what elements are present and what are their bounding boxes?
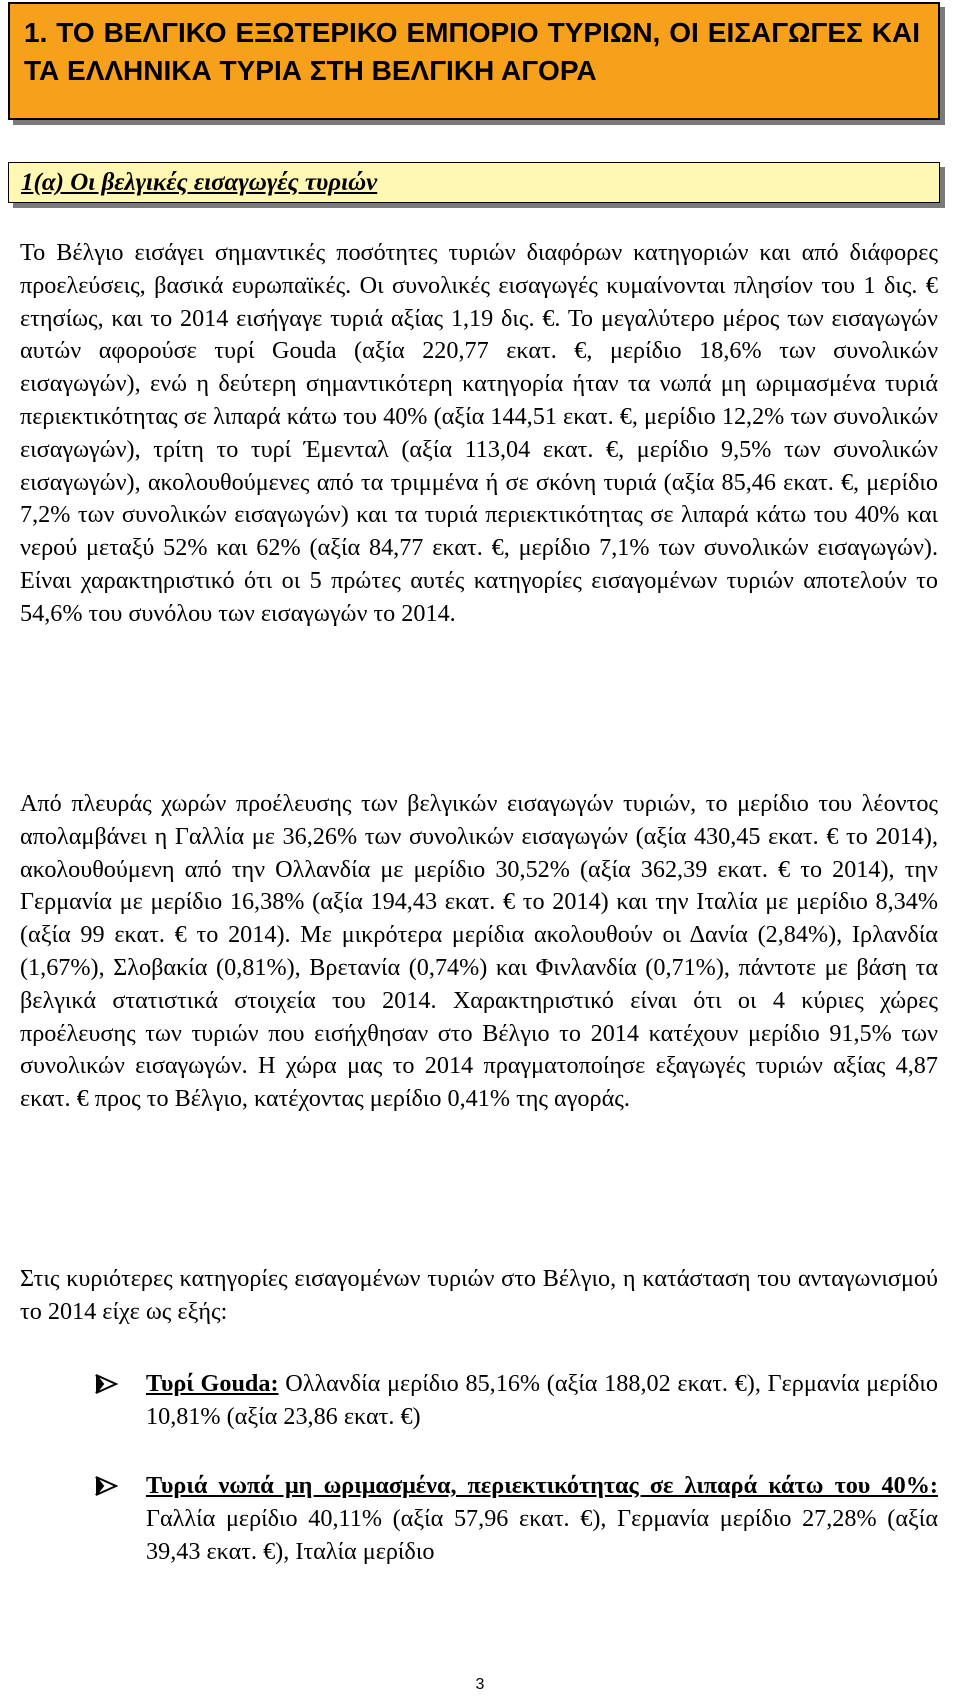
section-title-box [8, 2, 940, 120]
bullet-label: Τυριά νωπά μη ωριμασμένα, περιεκτικότητας σε λιπαρά κάτω του 40%: [146, 1472, 938, 1499]
page-number: 3 [475, 1676, 485, 1693]
paragraph-competition-intro: Στις κυριότερες κατηγορίες εισαγομένων τυριών στο Βέλγιο, η κατάσταση του ανταγωνισμού το 2014 είχε ως εξής: [20, 1265, 938, 1325]
bullet-item [100, 1470, 938, 1568]
arrow-bullet-icon [94, 1470, 122, 1502]
arrow-bullet-icon [94, 1368, 122, 1400]
bullet-label: Τυρί Gouda: [146, 1370, 279, 1397]
bullet-text: Ολλανδία μερίδιο 85,16% (αξία 188,02 εκατ. €), Γερμανία μερίδιο 10,81% (αξία 23,86 εκατ. €) [146, 1370, 938, 1430]
subsection-title: 1(α) Οι βελγικές εισαγωγές τυριών [21, 169, 378, 196]
bullet-item [100, 1368, 938, 1434]
bullet-text: Γαλλία μερίδιο 40,11% (αξία 57,96 εκατ. €), Γερμανία μερίδιο 27,28% (αξία 39,43 εκατ. €), Ιταλία μερίδιο [146, 1504, 938, 1565]
section-title: 1. ΤΟ ΒΕΛΓΙΚΟ ΕΞΩΤΕΡΙΚΟ ΕΜΠΟΡΙΟ ΤΥΡΙΩΝ, ΟΙ ΕΙΣΑΓΩΓΕΣ ΚΑΙ ΤΑ ΕΛΛΗΝΙΚΑ ΤΥΡΙΑ ΣΤΗ ΒΕΛΓΙΚΗ ΑΓΟΡΑ [24, 17, 920, 86]
subsection-title-box [8, 162, 940, 203]
paragraph-imports-countries: Από πλευράς χωρών προέλευσης των βελγικών εισαγωγών τυριών, το μερίδιο του λέοντος απολαμβάνει η Γαλλία με 36,26% των συνολικών εισαγωγών (αξία 430,45 εκατ. € το 2014), ακολουθούμενη από την Ολλανδία με μερίδιο 30,52% (αξία 362,39 εκατ. € το 2014), την Γερμανία με μερίδιο 16,38% (αξία 194,43 εκατ. € το 2014) και την Ιταλία με μερίδιο 8,34% (αξία 99 εκατ. € το 2014). Με μικρότερα μερίδια ακολουθούν οι Δανία (2,84%), Ιρλανδία (1,67%), Σλοβακία (0,81%), Βρετανία (0,74%) και Φινλανδία (0,71%), πάντοτε με βάση τα βελγικά στατιστικά στοιχεία του 2014. Χαρακτηριστικό είναι ότι οι 4 κύριες χώρες προέλευσης των τυριών που εισήχθησαν στο Βέλγιο το 2014 κατέχουν μερίδιο 91,5% των συνολικών εισαγωγών. Η χώρα μας το 2014 πραγματοποίησε εξαγωγές τυριών αξίας 4,87 εκατ. € προς το Βέλγιο, κατέχοντας μερίδιο 0,41% της αγοράς. [20, 790, 938, 1113]
paragraph-imports-categories: Το Βέλγιο εισάγει σημαντικές ποσότητες τυριών διαφόρων κατηγοριών και από διάφορες προελεύσεις, βασικά ευρωπαϊκές. Οι συνολικές εισαγωγές κυμαίνονται πλησίον του 1 δις. € ετησίως, και το 2014 εισήγαγε τυριά αξίας 1,19 δις. €. Το μεγαλύτερο μέρος των εισαγωγών αυτών αφορούσε τυρί Gouda (αξία 220,77 εκατ. €, μερίδιο 18,6% των συνολικών εισαγωγών), ενώ η δεύτερη σημαντικότερη κατηγορία ήταν τα νωπά μη ωριμασμένα τυριά περιεκτικότητας σε λιπαρά κάτω του 40% (αξία 144,51 εκατ. €, μερίδιο 12,2% των συνολικών εισαγωγών), τρίτη το τυρί Έμενταλ (αξία 113,04 εκατ. €, μερίδιο 9,5% των συνολικών εισαγωγών), ακολουθούμενες από τα τριμμένα ή σε σκόνη τυριά (αξία 85,46 εκατ. €, μερίδιο 7,2% των συνολικών εισαγωγών) και τα τυριά περιεκτικότητας σε λιπαρά κάτω του 40% και νερού μεταξύ 52% και 62% (αξία 84,77 εκατ. €, μερίδιο 7,1% των συνολικών εισαγωγών). Είναι χαρακτηριστικό ότι οι 5 πρώτες αυτές κατηγορίες εισαγομένων τυριών αποτελούν το 54,6% του συνόλου των εισαγωγών το 2014. [20, 239, 938, 627]
